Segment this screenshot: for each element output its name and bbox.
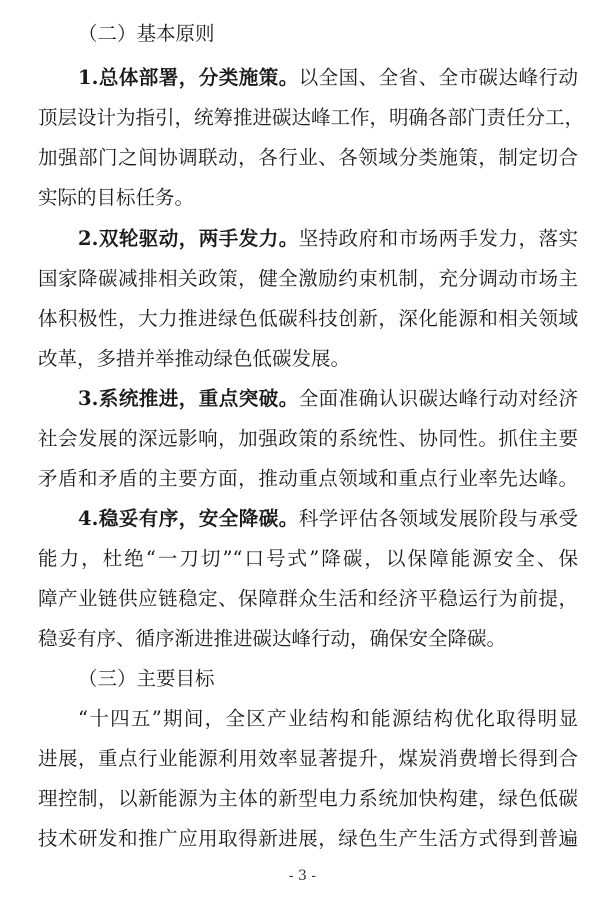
principle-4-line-1: 4.稳妥有序，安全降碳。科学评估各领域发展阶段与承受 xyxy=(78,507,578,530)
principle-3-line-1: 3.系统推进，重点突破。全面准确认识碳达峰行动对经济 xyxy=(78,387,578,410)
principle-1-line-4: 实际的目标任务。 xyxy=(38,186,195,209)
principle-4-line-3: 障产业链供应链稳定、保障群众生活和经济平稳运行为前提， xyxy=(38,587,578,610)
principle-1-line-3: 加强部门之间协调联动，各行业、各领域分类施策，制定切合 xyxy=(38,146,578,169)
goals-line-4: 技术研发和推广应用取得新进展，绿色生产生活方式得到普遍 xyxy=(38,827,578,850)
section-heading-main-goals: （三）主要目标 xyxy=(78,667,215,690)
goals-line-1: “十四五”期间，全区产业结构和能源结构优化取得明显 xyxy=(78,707,578,730)
principle-2-line-1: 2.双轮驱动，两手发力。坚持政府和市场两手发力，落实 xyxy=(78,227,578,250)
principle-4-title: 4.稳妥有序，安全降碳。 xyxy=(78,507,299,530)
principle-2-title: 2.双轮驱动，两手发力。 xyxy=(78,227,299,250)
principle-1-line-1: 1.总体部署，分类施策。以全国、全省、全市碳达峰行动 xyxy=(78,66,578,89)
principle-2-line-4: 改革，多措并举推动绿色低碳发展。 xyxy=(38,347,351,370)
principle-3-title: 3.系统推进，重点突破。 xyxy=(78,387,299,410)
principle-3-line-3: 矛盾和矛盾的主要方面，推动重点领域和重点行业率先达峰。 xyxy=(38,467,578,490)
page-number: - 3 - xyxy=(288,868,317,884)
section-heading-basic-principles: （二）基本原则 xyxy=(78,22,215,45)
goals-line-3: 理控制，以新能源为主体的新型电力系统加快构建，绿色低碳 xyxy=(38,787,578,810)
principle-2-line-2: 国家降碳减排相关政策，健全激励约束机制，充分调动市场主 xyxy=(38,267,578,290)
principle-2-line-3: 体积极性，大力推进绿色低碳科技创新，深化能源和相关领域 xyxy=(38,307,578,330)
principle-1-title: 1.总体部署，分类施策。 xyxy=(78,66,299,89)
principle-4-line-4: 稳妥有序、循序渐进推进碳达峰行动，确保安全降碳。 xyxy=(38,627,507,650)
principle-3-line-2: 社会发展的深远影响，加强政策的系统性、协同性。抓住主要 xyxy=(38,427,578,450)
principle-1-line-2: 顶层设计为指引，统筹推进碳达峰工作，明确各部门责任分工， xyxy=(38,106,585,129)
goals-line-2: 进展，重点行业能源利用效率显著提升，煤炭消费增长得到合 xyxy=(38,747,578,770)
principle-4-line-2: 能力，杜绝“一刀切”“口号式”降碳，以保障能源安全、保 xyxy=(38,547,578,570)
